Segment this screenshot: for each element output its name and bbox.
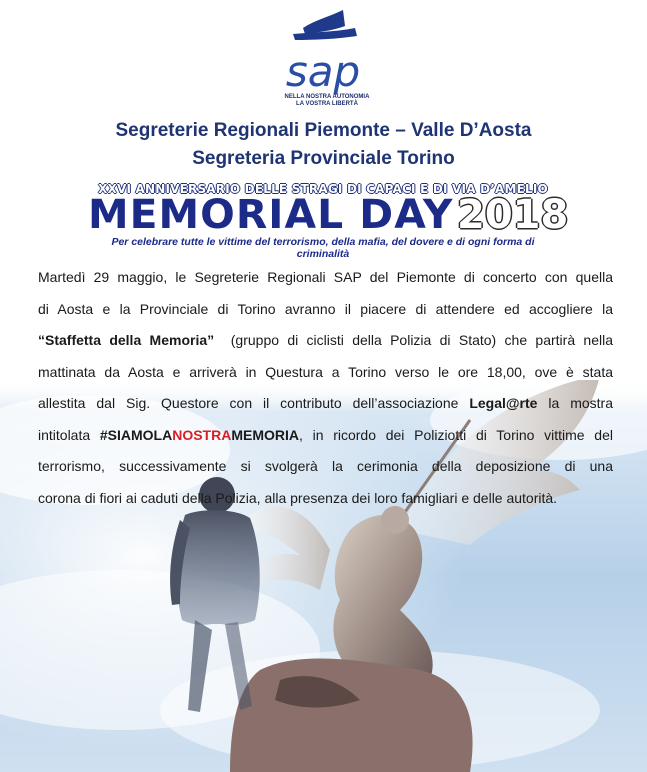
text-segment: la mostra: [537, 395, 613, 411]
text-line: [38, 262, 613, 294]
text-segment: di Aosta e la Provinciale di Torino avranno il piacere di attendere ed accogliere la: [38, 300, 613, 317]
text-segment: allestita dal Sig. Questore con il contributo dell’associazione: [38, 395, 470, 411]
text-segment: mattinata da Aosta e arriverà in Questura a Torino verso le ore 18,00, ove è stata: [38, 363, 613, 380]
hashtag-part2: NOSTRA: [172, 426, 232, 443]
logo-tagline: [257, 94, 397, 108]
staffetta-title: “Staffetta della Memoria”: [38, 332, 215, 348]
memorial-day-title: MEMORIAL DAY: [88, 192, 454, 238]
text-line: [38, 420, 613, 452]
legalarte-name: Legal@rte: [469, 395, 538, 411]
text-segment: Martedì 29 maggio, le Segreterie Regionali SAP del Piemonte di concerto con quella: [38, 269, 613, 285]
memorial-day-year: 2018: [457, 192, 569, 238]
text-line: [38, 388, 613, 420]
text-line: [38, 294, 613, 326]
anniversary-heading: XXVI ANNIVERSARIO DELLE STRAGI DI CAPACI E DI VIA D’AMELIO: [98, 182, 548, 196]
text-line: [38, 483, 613, 515]
logo-tagline-line2: LA VOSTRA LIBERTÀ: [296, 101, 358, 107]
hashtag-part3: MEMORIA: [231, 426, 299, 443]
text-line: [38, 325, 613, 357]
memorial-day-banner: [88, 192, 569, 238]
banner-subtitle: Per celebrare tutte le vittime del terrorismo, della mafia, del dovere e di ogni forma di criminalità: [111, 236, 535, 260]
text-segment: corona di fiori ai caduti della Polizia, alla presenza dei loro famigliari e delle autorità.: [38, 489, 558, 506]
text-segment: (gruppo di ciclisti della Polizia di Stato) che partirà nella: [214, 332, 614, 348]
text-segment: terrorismo, successivamente si svolgerà la cerimonia della deposizione di una: [38, 458, 613, 474]
text-segment: , in ricordo dei Poliziotti di Torino vittime del: [299, 426, 613, 443]
logo-text: sap: [285, 47, 361, 96]
announcement-text: [38, 262, 613, 514]
hashtag-part1: #SIAMOLA: [99, 426, 173, 443]
header-regional: Segreterie Regionali Piemonte – Valle D’Aosta: [115, 120, 532, 141]
text-line: [38, 357, 613, 389]
logo-tagline-line1: NELLA NOSTRA AUTONOMIA: [284, 94, 370, 100]
text-line: [38, 451, 613, 483]
text-segment: intitolata: [38, 426, 100, 443]
header-provincial: Segreteria Provinciale Torino: [192, 148, 455, 169]
